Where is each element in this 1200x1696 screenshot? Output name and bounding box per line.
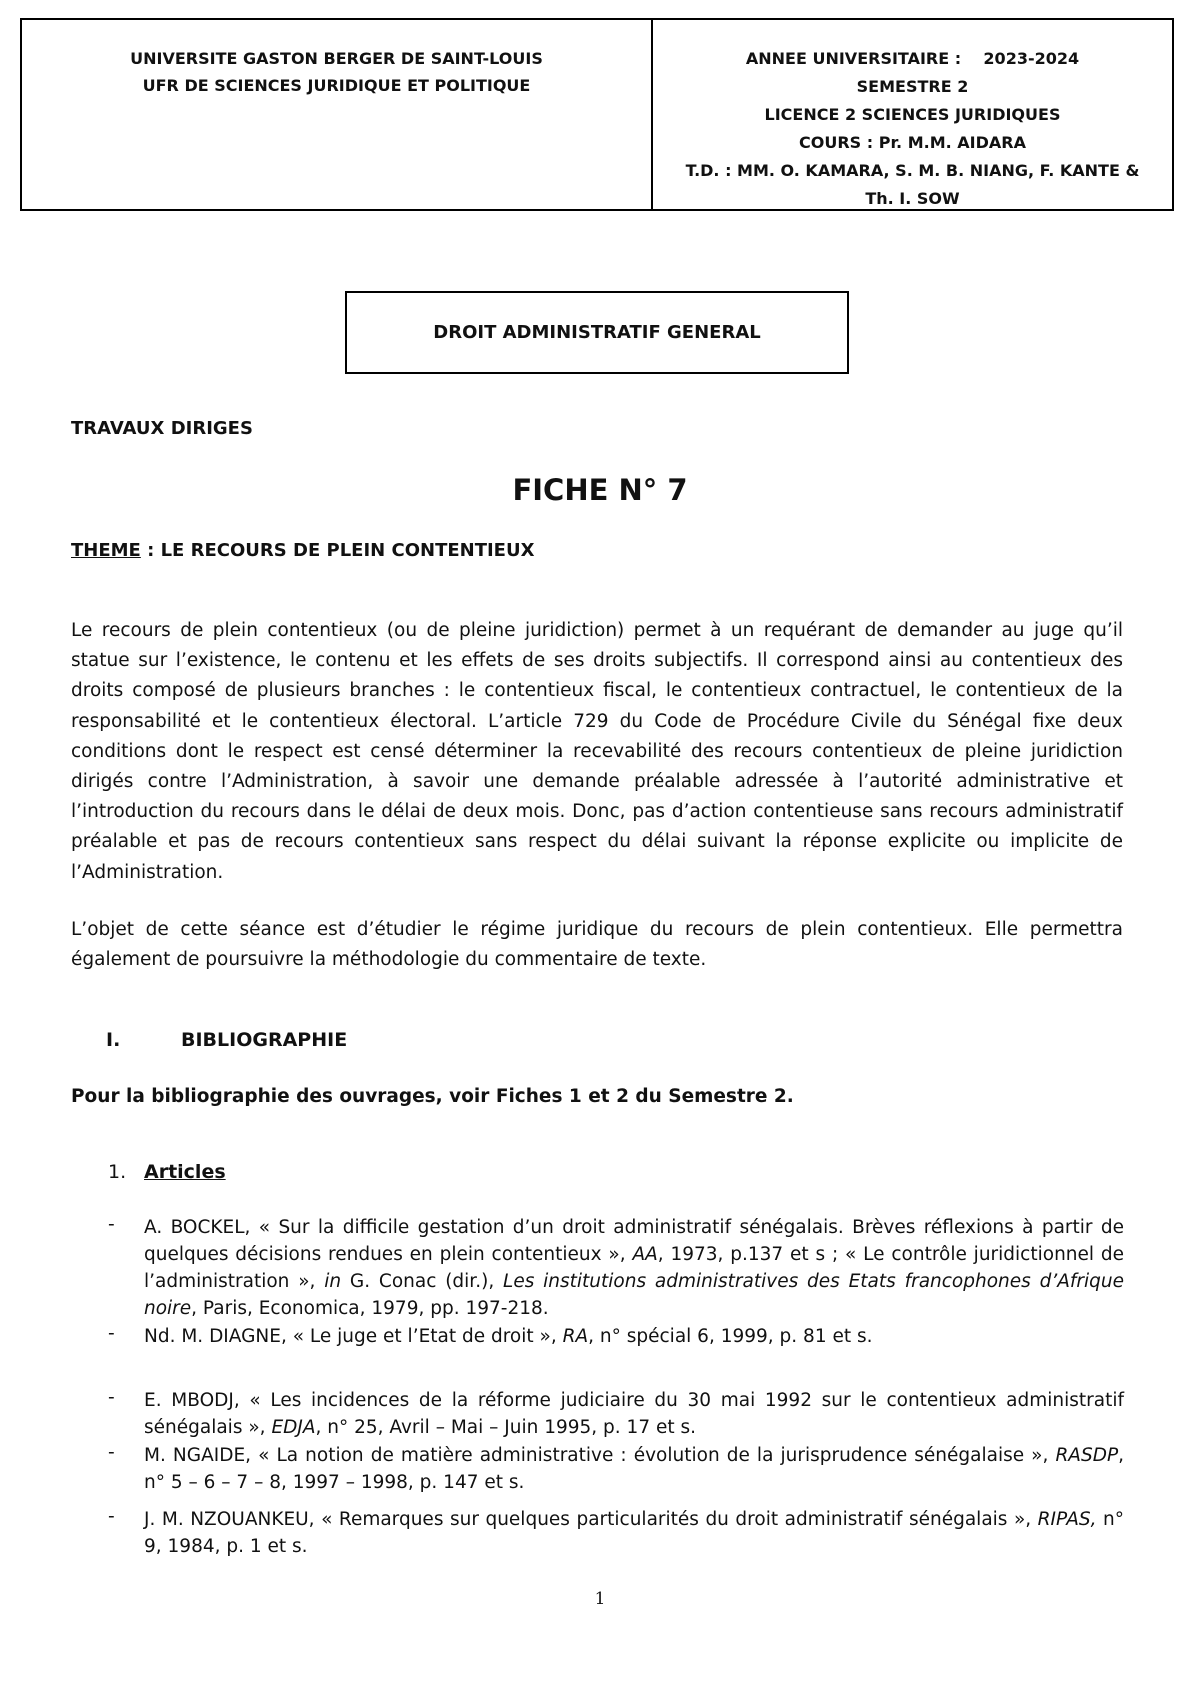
subject-box bbox=[345, 291, 849, 374]
bib-text: A. BOCKEL, « Sur la difficile gestation d’un droit administratif sénégalais. Brèves réflexions à partir de quelques décisions rendues en plein contentieux », bbox=[144, 1217, 1124, 1265]
bib-text: , n° 25, Avril – Mai – Juin 1995, p. 17 et s. bbox=[315, 1417, 696, 1438]
articles-number: 1. bbox=[108, 1161, 127, 1183]
bib-text: n° 9, 1984, p. 1 et s. bbox=[144, 1509, 1124, 1557]
academic-year-value: 2023-2024 bbox=[983, 49, 1080, 68]
list-bullet: - bbox=[108, 1214, 115, 1235]
bib-journal: EDJA bbox=[271, 1417, 316, 1438]
page-number: 1 bbox=[594, 1589, 606, 1609]
intro-paragraph: Le recours de plein contentieux (ou de pleine juridiction) permet à un requérant de demander au juge qu’il statue sur l’existence, le contenu et les effets de ses droits subjectifs. Il correspond ainsi au contentieux des droits composé de plusieurs branches : le contentieux fiscal, le contentieux contractuel, le contentieux de la responsabilité et le contentieux électoral. L’article 729 du Code de Procédure Civile du Sénégal fixe deux conditions dont le respect est censé déterminer la recevabilité des recours contentieux de pleine juridiction dirigés contre l’Administration, à savoir une demande préalable adressée à l’autorité administrative et l’introduction du recours dans le délai de deux mois. Donc, pas d’action contentieuse sans recours administratif préalable et pas de recours contentieux sans respect du délai suivant la réponse explicite ou implicite de l’Administration. bbox=[71, 620, 1123, 883]
list-bullet: - bbox=[108, 1387, 115, 1408]
bib-text: Nd. M. DIAGNE, « Le juge et l’Etat de droit », bbox=[144, 1326, 563, 1347]
section-number: I. bbox=[106, 1029, 121, 1051]
td-label: TRAVAUX DIRIGES bbox=[71, 418, 253, 439]
bib-item bbox=[144, 1323, 1124, 1350]
bib-item bbox=[144, 1214, 1124, 1322]
fiche-title: FICHE N° 7 bbox=[512, 473, 688, 507]
university-name: UNIVERSITE GASTON BERGER DE SAINT-LOUIS bbox=[130, 49, 543, 68]
list-bullet: - bbox=[108, 1323, 115, 1344]
bib-text: , Paris, Economica, 1979, pp. 197-218. bbox=[191, 1298, 549, 1319]
bib-text: J. M. NZOUANKEU, « Remarques sur quelques particularités du droit administratif sénégalais », bbox=[144, 1509, 1038, 1530]
faculty-name: UFR DE SCIENCES JURIDIQUE ET POLITIQUE bbox=[142, 76, 531, 95]
course-lecturer: COURS : Pr. M.M. AIDARA bbox=[799, 133, 1026, 152]
bib-journal: AA bbox=[632, 1244, 658, 1265]
bib-item bbox=[144, 1442, 1124, 1496]
bib-journal: RASDP bbox=[1055, 1445, 1119, 1466]
header-table bbox=[20, 18, 1174, 211]
bib-journal: RA bbox=[562, 1326, 589, 1347]
list-bullet: - bbox=[108, 1506, 115, 1527]
td-instructors: T.D. : MM. O. KAMARA, S. M. B. NIANG, F. KANTE & bbox=[685, 161, 1140, 180]
bib-text: , n° spécial 6, 1999, p. 81 et s. bbox=[588, 1326, 873, 1347]
articles-title: Articles bbox=[144, 1161, 226, 1183]
bib-text: , 1973, p.137 et s ; « Le contrôle juridictionnel de l’administration », bbox=[144, 1244, 1124, 1292]
bib-item bbox=[144, 1387, 1124, 1441]
header-course-info bbox=[653, 20, 1172, 209]
bib-item bbox=[144, 1506, 1124, 1560]
bib-text: M. NGAIDE, « La notion de matière administrative : évolution de la jurisprudence sénégalaise », bbox=[144, 1445, 1056, 1466]
theme-label: THEME bbox=[71, 540, 141, 561]
level: LICENCE 2 SCIENCES JURIDIQUES bbox=[764, 105, 1061, 124]
bib-text: G. Conac (dir.), bbox=[341, 1271, 504, 1292]
bib-book-title: Les institutions administratives des Etats francophones d’Afrique noire bbox=[144, 1271, 1124, 1319]
objective-paragraph: L’objet de cette séance est d’étudier le régime juridique du recours de plein contentieux. Elle permettra également de poursuivre la méthodologie du commentaire de texte. bbox=[71, 919, 1123, 971]
bib-in: in bbox=[324, 1271, 342, 1292]
bib-journal: RIPAS, bbox=[1037, 1509, 1097, 1530]
td-instructors-cont: Th. I. SOW bbox=[865, 189, 960, 208]
bib-text: E. MBODJ, « Les incidences de la réforme judiciaire du 30 mai 1992 sur le contentieux administratif sénégalais », bbox=[144, 1390, 1124, 1438]
section-title: BIBLIOGRAPHIE bbox=[181, 1029, 348, 1051]
academic-year-label: ANNEE UNIVERSITAIRE : bbox=[745, 49, 962, 68]
semester: SEMESTRE 2 bbox=[856, 77, 969, 96]
theme-text: : LE RECOURS DE PLEIN CONTENTIEUX bbox=[140, 540, 535, 561]
subject-title: DROIT ADMINISTRATIF GENERAL bbox=[433, 322, 761, 343]
list-bullet: - bbox=[108, 1442, 115, 1463]
bib-text: , n° 5 – 6 – 7 – 8, 1997 – 1998, p. 147 et s. bbox=[144, 1445, 1124, 1493]
header-institution bbox=[22, 20, 653, 209]
academic-year bbox=[653, 45, 1172, 73]
theme-line bbox=[71, 540, 534, 561]
bibliography-note: Pour la bibliographie des ouvrages, voir Fiches 1 et 2 du Semestre 2. bbox=[71, 1086, 794, 1107]
